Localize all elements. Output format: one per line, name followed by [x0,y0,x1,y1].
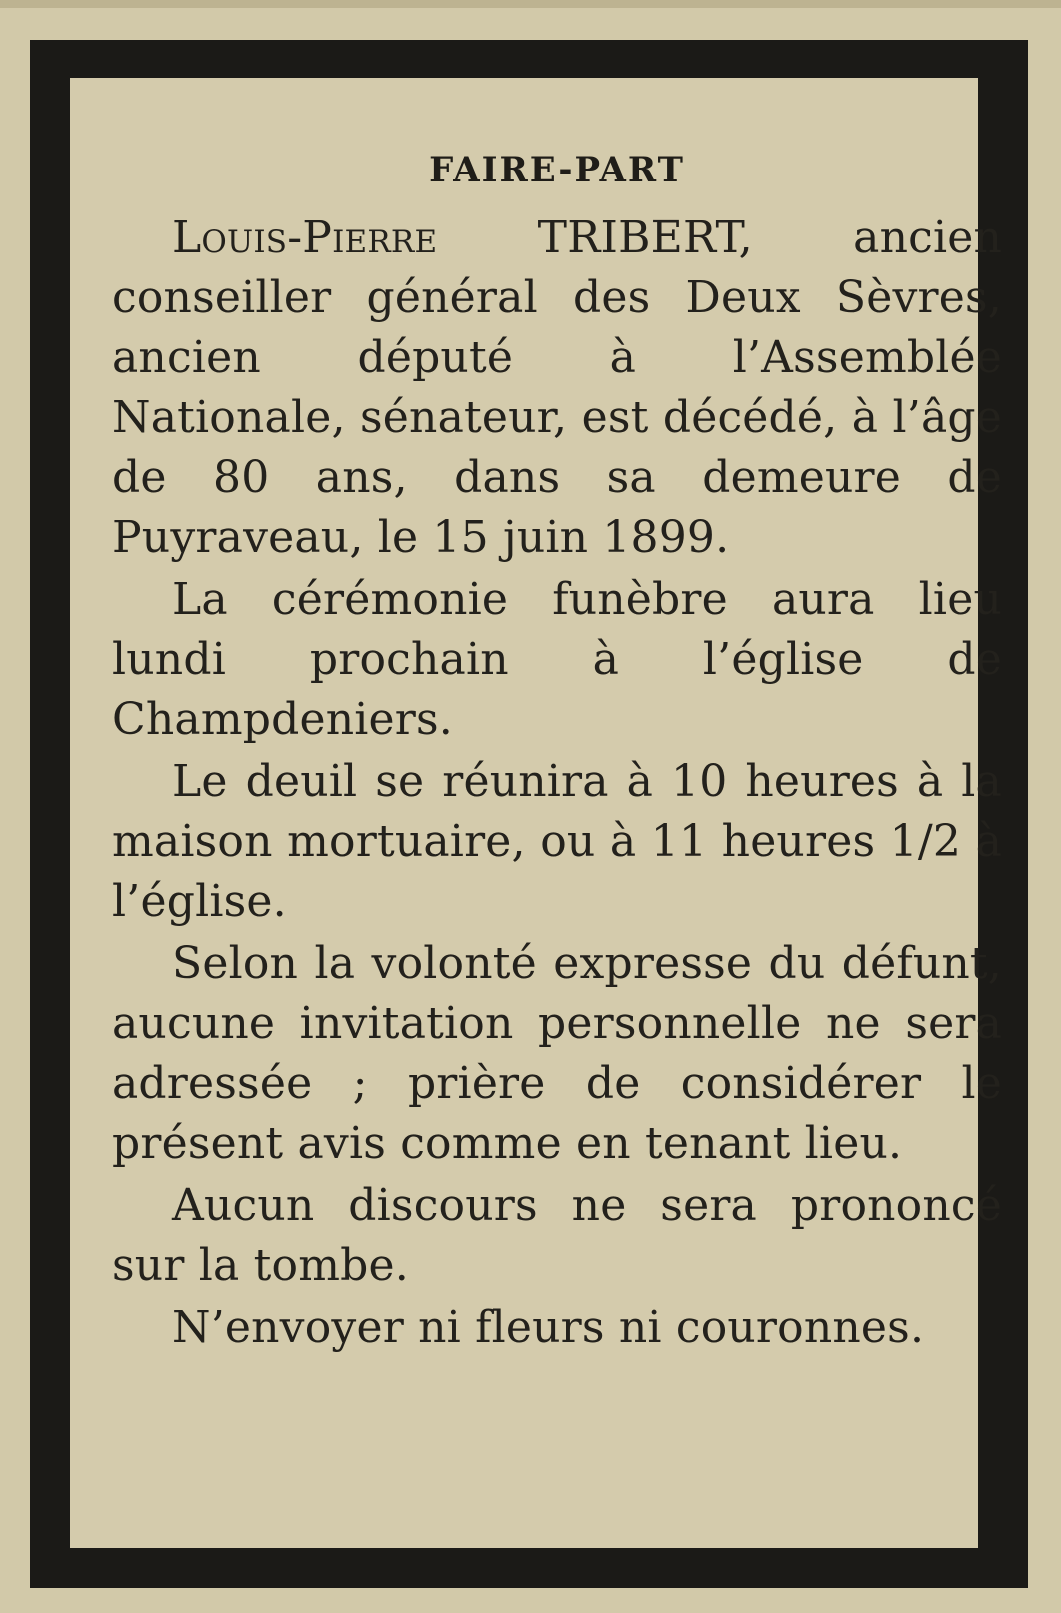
notice-title: FAIRE-PART [429,150,685,190]
mourning-border-frame [30,40,1028,1588]
top-rule [0,0,1061,8]
notice-paragraph-3: Le deuil se réunira à 10 heures à la maison mortuaire, ou à 11 heures 1/2 à l’église. [112,756,1002,927]
notice-paragraph-5: Aucun discours ne sera prononcé sur la tombe. [112,1180,1002,1291]
notice-paragraph-2: La cérémonie funèbre aura lieu lundi prochain à l’église de Champdeniers. [112,574,1002,745]
notice-content [112,128,1002,1358]
deceased-first-names: Louis-Pierre [172,212,438,263]
deceased-surname: TRIBERT [537,212,739,263]
notice-paragraph-1 [112,208,1002,568]
notice-paragraph-1-text: , ancien conseiller général des Deux Sèvres, ancien député à l’Assemblée Nationale, sénateur, est décédé, à l’âge de 80 ans, dans sa demeure de Puyraveau, le 15 juin 1899. [112,212,1002,563]
notice-paragraph-4: Selon la volonté expresse du défunt, aucune invitation personnelle ne sera adressée ; prière de considérer le présent avis comme en tenant lieu. [112,938,1002,1169]
notice-paragraph-6: N’envoyer ni fleurs ni couronnes. [172,1302,925,1353]
